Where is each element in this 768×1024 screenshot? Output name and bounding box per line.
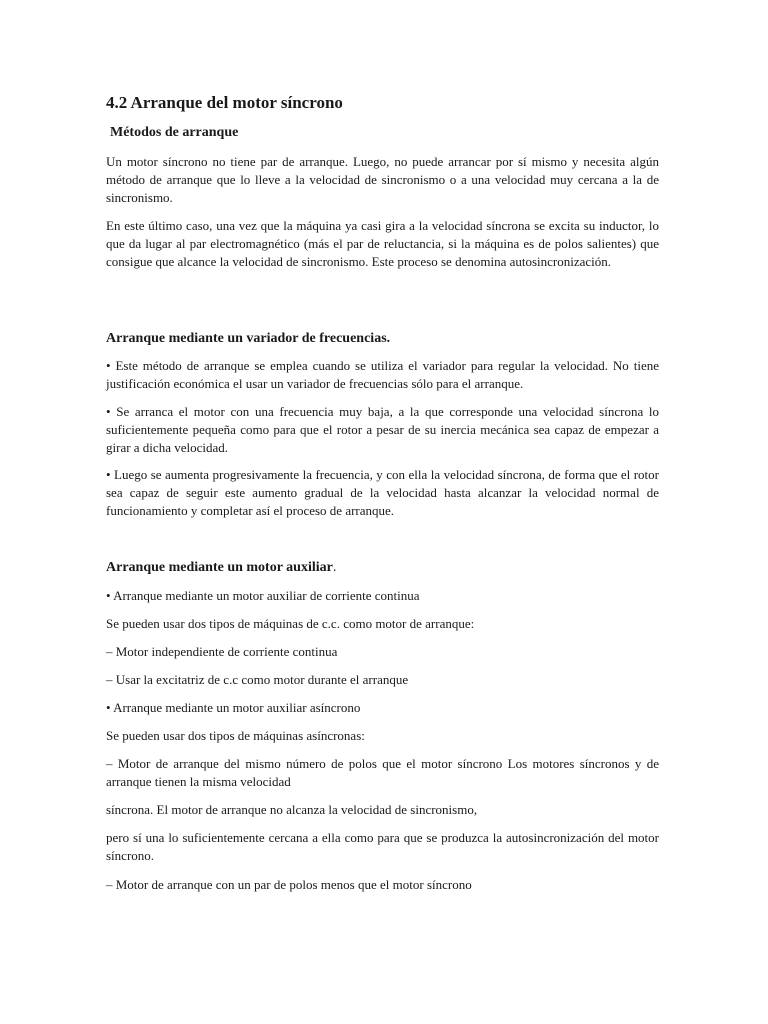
section1-paragraph-1: • Este método de arranque se emplea cuando se utiliza el variador para regular la velocidad. No tiene justificación económica el usar un variador de frecuencias sólo para el arranque. xyxy=(106,358,659,391)
section2-paragraph-6: Se pueden usar dos tipos de máquinas asíncronas: xyxy=(106,728,365,743)
section2-paragraph-7: – Motor de arranque del mismo número de polos que el motor síncrono Los motores síncronos y de arranque tienen la misma velocidad xyxy=(106,756,659,789)
section-heading-motor-auxiliar xyxy=(106,559,336,577)
intro-paragraph-1: Un motor síncrono no tiene par de arranque. Luego, no puede arrancar por sí mismo y necesita algún método de arranque que lo lleve a la velocidad de sincronismo o a una velocidad muy cercana a la de sincronismo. xyxy=(106,154,659,205)
section1-paragraph-2: • Se arranca el motor con una frecuencia muy baja, a la que corresponde una velocidad síncrona lo suficientemente pequeña como para que el rotor a pesar de su inercia mecánica sea capaz de empezar a girar a dicha velocidad. xyxy=(106,404,659,455)
section2-heading-text: Arranque mediante un motor auxiliar xyxy=(106,560,333,575)
section2-heading-dot: . xyxy=(332,560,337,575)
subtitle: Métodos de arranque xyxy=(110,125,239,140)
section2-paragraph-10: – Motor de arranque con un par de polos menos que el motor síncrono xyxy=(106,877,472,892)
section2-paragraph-5: • Arranque mediante un motor auxiliar asíncrono xyxy=(106,700,361,715)
section2-paragraph-4: – Usar la excitatriz de c.c como motor durante el arranque xyxy=(106,672,409,687)
section2-paragraph-9: pero sí una lo suficientemente cercana a ella como para que se produzca la autosincronización del motor síncrono. xyxy=(106,830,659,863)
section2-paragraph-1: • Arranque mediante un motor auxiliar de corriente continua xyxy=(106,588,420,603)
section2-paragraph-3: – Motor independiente de corriente continua xyxy=(106,644,338,659)
intro-paragraph-2: En este último caso, una vez que la máquina ya casi gira a la velocidad síncrona se excita su inductor, lo que da lugar al par electromagnético (más el par de reluctancia, si la máquina es de polos salientes) que consigue que alcance la velocidad de sincronismo. Este proceso se denomina autosincronización. xyxy=(106,218,659,269)
section1-paragraph-3: • Luego se aumenta progresivamente la frecuencia, y con ella la velocidad síncrona, de forma que el rotor sea capaz de seguir este aumento gradual de la velocidad hasta alcanzar la velocidad normal de funcionamiento y completar así el proceso de arranque. xyxy=(106,467,659,518)
section2-paragraph-2: Se pueden usar dos tipos de máquinas de c.c. como motor de arranque: xyxy=(106,616,475,631)
page-title: 4.2 Arranque del motor síncrono xyxy=(106,93,343,112)
section2-paragraph-8: síncrona. El motor de arranque no alcanza la velocidad de sincronismo, xyxy=(106,802,478,817)
section-heading-variador: Arranque mediante un variador de frecuencias. xyxy=(106,331,391,346)
